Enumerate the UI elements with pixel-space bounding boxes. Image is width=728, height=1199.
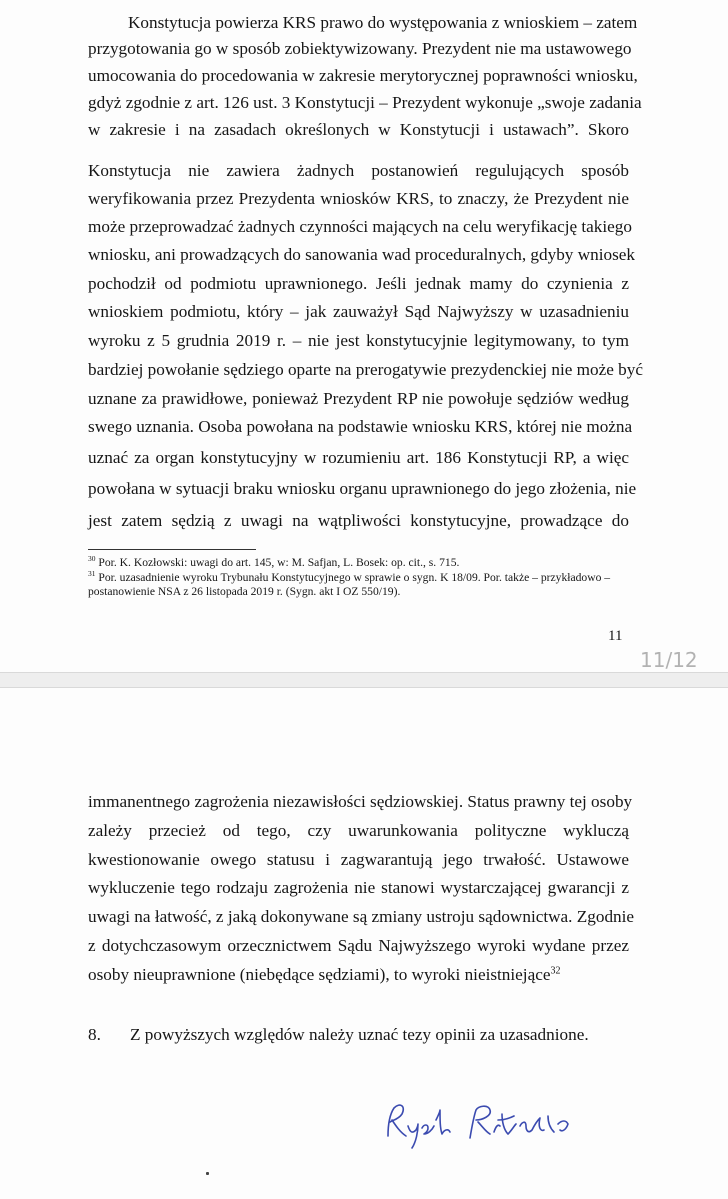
body-line: gdyż zgodnie z art. 126 ust. 3 Konstytucji – Prezydent wykonuje „swoje zadania (88, 93, 642, 112)
body-line: pochodził od podmiotu uprawnionego. Jeśli jednak mamy do czynienia z (88, 274, 629, 293)
page-indicator: 11/12 (640, 648, 698, 672)
body-line: uwagi na łatwość, z jaką dokonywane są zmiany ustroju sądownictwa. Zgodnie (88, 907, 635, 926)
body-line: wyroku z 5 grudnia 2019 r. – nie jest konstytucyjnie legitymowany, to tym (88, 331, 629, 350)
body-line: z dotychczasowym orzecznictwem Sądu Najwyższego wyroki wydane przez (88, 936, 629, 955)
body-line: zależy przecież od tego, czy uwarunkowania polityczne wykluczą (88, 821, 629, 840)
body-line: immanentnego zagrożenia niezawisłości sędziowskiej. Status prawny tej osoby (88, 792, 633, 811)
item-text: Z powyższych względów należy uznać tezy opinii za uzasadnione. (130, 1025, 589, 1044)
page-separator (0, 672, 728, 688)
body-line: swego uznania. Osoba powołana na podstawie wniosku KRS, której nie można (88, 417, 633, 436)
body-line: w zakresie i na zasadach określonych w Konstytucji i ustawach”. Skoro (88, 120, 629, 139)
footnote-31-cont: postanowienie NSA z 26 listopada 2019 r. (Sygn. akt I OZ 550/19). (88, 585, 401, 598)
footnote-divider (88, 549, 256, 550)
body-line: bardziej powołanie sędziego oparte na prerogatywie prezydenckiej nie może być (88, 360, 644, 379)
body-line: umocowania do procedowania w zakresie merytorycznej poprawności wniosku, (88, 66, 638, 85)
body-line: Konstytucja nie zawiera żadnych postanowień regulujących sposób (88, 161, 629, 180)
body-line: wnioskiem podmiotu, który – jak zauważył Sąd Najwyższy w uzasadnieniu (88, 302, 629, 321)
body-line: uznać za organ konstytucyjny w rozumieniu art. 186 Konstytucji RP, a więc (88, 448, 629, 467)
body-line: powołana w sytuacji braku wniosku organu uprawnionego do jego złożenia, nie (88, 479, 637, 498)
body-line: kwestionowanie owego statusu i zagwarantują jego trwałość. Ustawowe (88, 850, 629, 869)
body-line: wniosku, ani prowadzących do sanowania wad proceduralnych, gdyby wniosek (88, 245, 635, 264)
scan-mark (206, 1172, 209, 1175)
footnote-ref-32: 32 (550, 965, 561, 977)
body-line: może przeprowadzać żadnych czynności mających na celu weryfikację takiego (88, 217, 632, 236)
page-number: 11 (608, 628, 623, 644)
handwritten-signature (378, 1096, 598, 1161)
footnote-30: $^{30}$ Por. K. Kozłowski: uwagi do art. 145, w: M. Safjan, L. Bosek: op. cit., s. 715. (88, 554, 460, 569)
body-line: uznane za prawidłowe, ponieważ Prezydent RP nie powołuje sędziów według (88, 389, 629, 408)
body-line: weryfikowania przez Prezydenta wniosków KRS, to znaczy, że Prezydent nie (88, 189, 629, 208)
body-line: wykluczenie tego rodzaju zagrożenia nie stanowi wystarczającej gwarancji z (88, 878, 629, 897)
body-line: jest zatem sędzią z uwagi na wątpliwości konstytucyjne, prowadzące do (88, 511, 629, 530)
body-line: przygotowania go w sposób zobiektywizowany. Prezydent nie ma ustawowego (88, 39, 632, 58)
item-number: 8. (88, 1025, 101, 1044)
body-line-last: osoby nieuprawnione (niebędące sędziami), to wyroki nieistniejące$^{32}$ (88, 965, 561, 984)
body-line: Konstytucja powierza KRS prawo do występowania z wnioskiem – zatem (128, 13, 638, 32)
footnote-31: $^{31}$ Por. uzasadnienie wyroku Trybunału Konstytucyjnego w sprawie o sygn. K 18/09. Por. także – przykładowo – (88, 569, 611, 584)
